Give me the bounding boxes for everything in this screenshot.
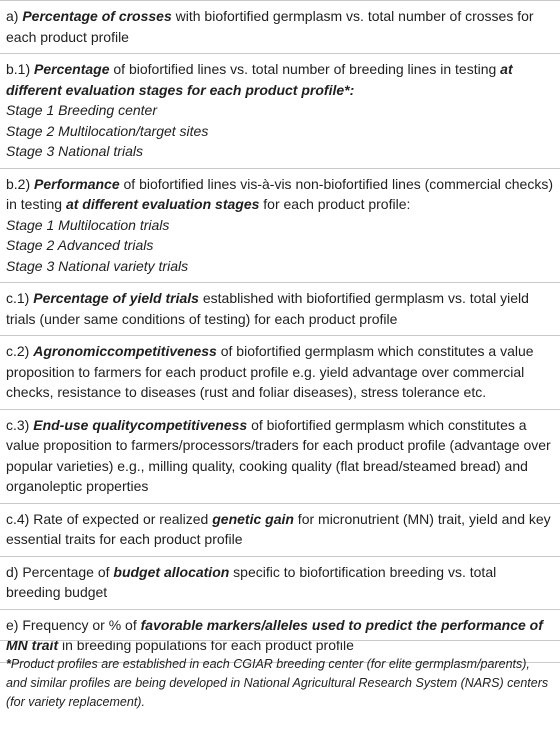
row-bold-term: budget allocation [113,563,230,580]
row-bold-term-2: at different evaluation stages for each product profile*: [6,61,513,98]
row-bold-term: genetic gain [212,510,294,527]
row-text: of biofortified germplasm which constitutes a value proposition to farmers for each product profile e.g. yield advantage over commercial checks, resistance to diseases (rust and foliar diseases), stress tolerance etc. [6,343,534,400]
table-row [0,54,560,169]
row-bold-term: Performance [34,175,120,192]
row-text: established with biofortified germplasm vs. total yield trials (under same conditions of testing) for each product profile [6,290,529,327]
row-text: with biofortified germplasm vs. total number of crosses for each product profile [6,8,534,45]
row-prefix: b.1) [6,61,35,77]
stage-item: Stage 3 National variety trials [6,257,189,274]
table-row [0,410,560,504]
row-prefix: d) Percentage of [6,563,114,580]
footnote-text: Product profiles are established in each CGIAR breeding center (for elite germplasm/parents), and similar profiles are being developed in National Agricultural Research System (NARS) centers (for variety replacement). [6,657,549,709]
table-footnote [0,640,560,712]
row-bold-term: Percentage of yield trials [33,290,199,306]
table-row [0,557,560,610]
row-text: of biofortified lines vs. total number of breeding lines in testing [109,61,501,77]
row-bold-term: Agronomiccompetitiveness [33,343,217,359]
row-prefix: a) [6,8,23,24]
row-prefix: c.4) Rate of expected or realized [6,510,213,527]
row-text: specific to biofortification breeding vs. total breeding budget [6,563,497,600]
table-row [0,336,560,410]
table-row [0,169,560,284]
stage-item: Stage 1 Multilocation trials [6,216,170,233]
table-row [0,504,560,557]
stage-item: Stage 1 Breeding center [6,102,157,118]
row-bold-term-2: at different evaluation stages [65,196,260,212]
table-row [0,0,560,54]
stage-item: Stage 3 National trials [6,143,143,159]
row-text: in breeding populations for each product profile [58,637,354,653]
row-text: of biofortified germplasm which constitutes a value proposition to farmers/processors/traders for each product profile (advantage over popular varieties) e.g., milling quality, cooking quality (flat bread/steamed bread) and organoleptic properties [6,416,551,494]
footnote-star: * [6,657,11,671]
row-prefix: c.2) [6,343,34,359]
row-prefix: b.2) [6,175,35,192]
table-row [0,283,560,336]
row-text: for micronutrient (MN) trait, yield and key essential traits for each product profile [6,510,551,547]
row-text: of biofortified lines vis-à-vis non-biofortified lines (commercial checks) in testing [6,175,553,212]
row-bold-term: favorable markers/alleles used to predict the performance of MN trait [6,616,543,653]
row-bold-term: Percentage [34,61,110,77]
row-prefix: c.3) [6,416,34,433]
row-bold-term: Percentage of crosses [22,8,172,24]
row-prefix: e) Frequency or % of [6,616,141,633]
stage-item: Stage 2 Multilocation/target sites [6,122,209,139]
row-bold-term: End-use qualitycompetitiveness [33,416,248,433]
stage-item: Stage 2 Advanced trials [6,237,154,253]
row-prefix: c.1) [6,290,34,306]
row-text-2: for each product profile: [259,196,411,212]
